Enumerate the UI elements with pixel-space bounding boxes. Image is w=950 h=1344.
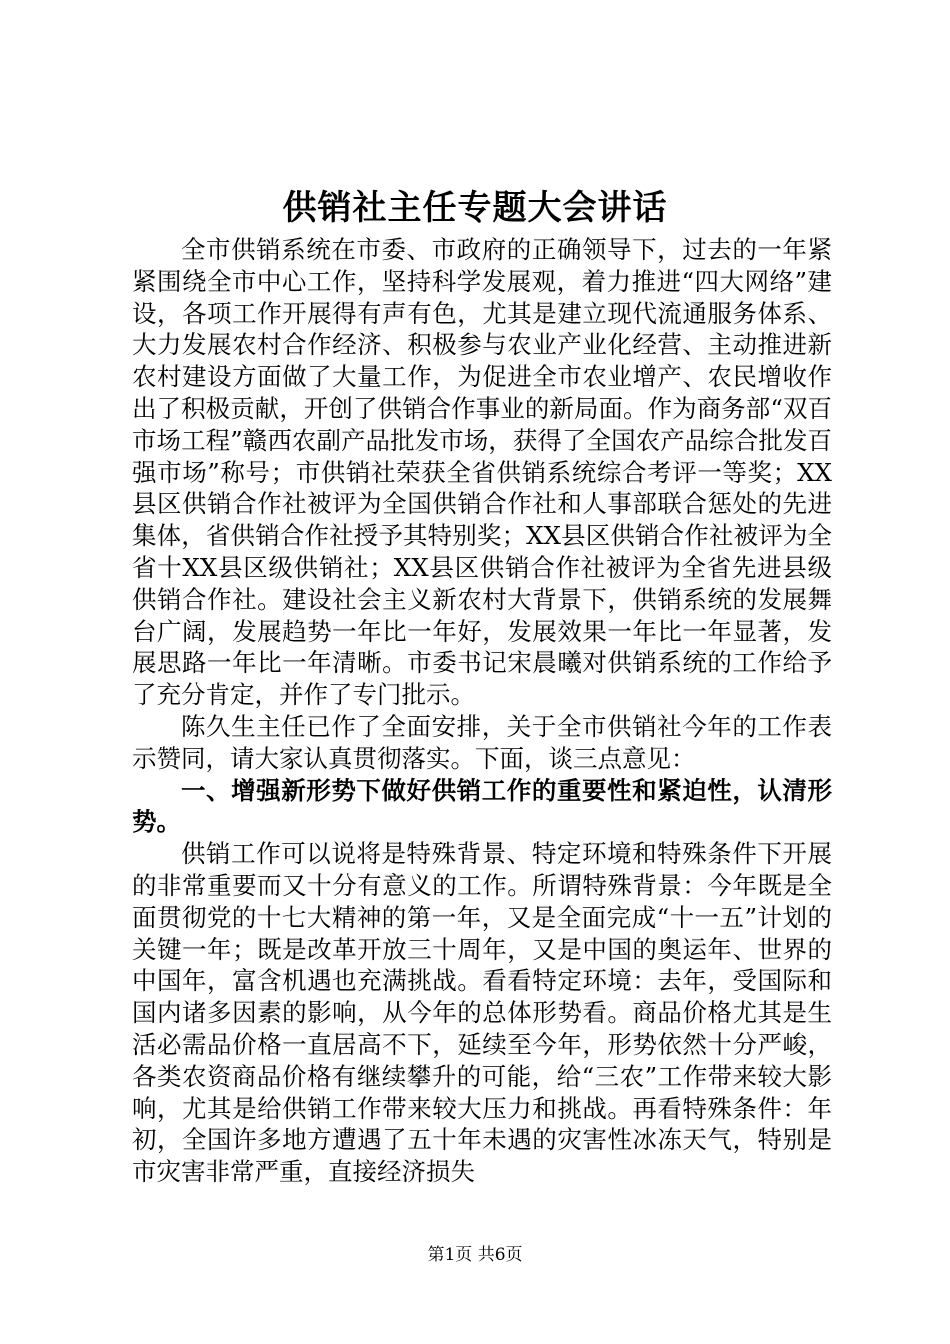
document-title: 供销社主任专题大会讲话 xyxy=(282,188,668,228)
paragraph-2: 陈久生主任已作了全面安排，关于全市供销社今年的工作表示赞同，请大家认真贯彻落实。下面，谈三点意见： xyxy=(132,711,832,773)
section-heading-1: 一、增强新形势下做好供销工作的重要性和紧迫性，认清形势。 xyxy=(132,775,832,837)
document-body xyxy=(132,234,832,1188)
page-number-footer: 第1页 共6页 xyxy=(427,1245,523,1265)
paragraph-1: 全市供销系统在市委、市政府的正确领导下，过去的一年紧紧围绕全市中心工作，坚持科学发展观，着力推进“四大网络”建设，各项工作开展得有声有色，尤其是建立现代流通服务体系、大力发展农村合作经济、积极参与农业产业化经营、主动推进新农村建设方面做了大量工作，为促进全市农业增产、农民增收作出了积极贡献，开创了供销合作事业的新局面。作为商务部“双百市场工程”赣西农副产品批发市场，获得了全国农产品综合批发百强市场”称号；市供销社荣获全省供销系统综合考评一等奖；XX县区供销合作社被评为全国供销合作社和人事部联合惩处的先进集体，省供销合作社授予其特别奖；XX县区供销合作社被评为全省十XX县区级供销社；XX县区供销合作社被评为全省先进县级供销合作社。建设社会主义新农村大背景下，供销系统的发展舞台广阔，发展趋势一年比一年好，发展效果一年比一年显著，发展思路一年比一年清晰。市委书记宋晨曦对供销系统的工作给予了充分肯定，并作了专门批示。 xyxy=(132,235,832,710)
paragraph-3: 供销工作可以说将是特殊背景、特定环境和特殊条件下开展的非常重要而又十分有意义的工作。所谓特殊背景：今年既是全面贯彻党的十七大精神的第一年，又是全面完成“十一五”计划的关键一年；既是改革开放三十周年，又是中国的奥运年、世界的中国年，富含机遇也充满挑战。看看特定环境：去年，受国际和国内诸多因素的影响，从今年的总体形势看。商品价格尤其是生活必需品价格一直居高不下，延续至今年，形势依然十分严峻，各类农资商品价格有继续攀升的可能，给“三农”工作带来较大影响，尤其是给供销工作带来较大压力和挑战。再看特殊条件：年初，全国许多地方遭遇了五十年未遇的灾害性冰冻天气，特别是市灾害非常严重，直接经济损失 xyxy=(132,839,832,1187)
